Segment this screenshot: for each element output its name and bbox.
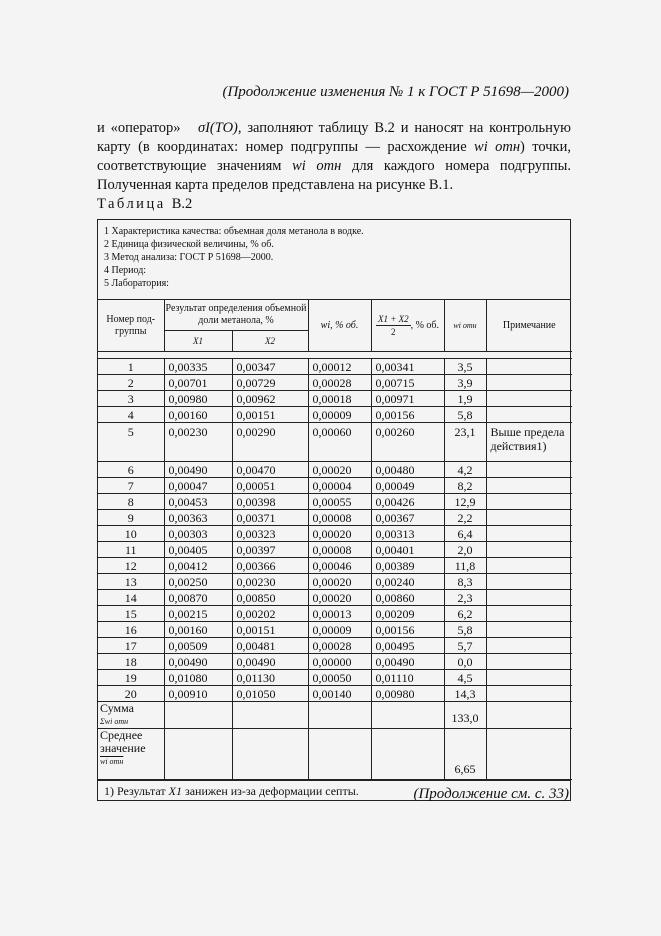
header-spacer-row xyxy=(98,352,572,359)
cell-x1: 0,00335 xyxy=(164,359,232,375)
cell-number: 1 xyxy=(98,359,164,375)
cell-x1: 0,00215 xyxy=(164,606,232,622)
sum-label: Сумма xyxy=(100,701,134,715)
cell-w-otn: 8,2 xyxy=(444,478,486,494)
cell-number: 20 xyxy=(98,686,164,702)
col-header-wi-otn: wi отн xyxy=(444,300,486,352)
cell-number: 13 xyxy=(98,574,164,590)
sum-mean xyxy=(371,702,444,729)
cell-note: Выше предела действия1) xyxy=(486,423,572,462)
cell-x2: 0,00470 xyxy=(232,462,308,478)
cell-number: 4 xyxy=(98,407,164,423)
cell-number: 10 xyxy=(98,526,164,542)
mean-denominator: 2 xyxy=(391,327,396,337)
cell-w: 0,00009 xyxy=(308,407,371,423)
cell-x2: 0,00481 xyxy=(232,638,308,654)
avg-note xyxy=(486,729,572,780)
table-row xyxy=(98,462,572,478)
cell-mean: 0,00401 xyxy=(371,542,444,558)
cell-mean: 0,00715 xyxy=(371,375,444,391)
sigma-symbol: σI(TO) xyxy=(197,120,238,136)
cell-w-otn: 5,7 xyxy=(444,638,486,654)
cell-w: 0,00008 xyxy=(308,510,371,526)
cell-note xyxy=(486,510,572,526)
cell-note xyxy=(486,590,572,606)
cell-mean: 0,00049 xyxy=(371,478,444,494)
sum-x2 xyxy=(232,702,308,729)
col-header-wi: wi, % об. xyxy=(308,300,371,352)
footnote-prefix: 1) Результат xyxy=(104,784,166,798)
cell-number: 12 xyxy=(98,558,164,574)
table-row xyxy=(98,510,572,526)
cell-note xyxy=(486,407,572,423)
cell-note xyxy=(486,654,572,670)
cell-note xyxy=(486,638,572,654)
cell-x2: 0,00323 xyxy=(232,526,308,542)
cell-w-otn: 4,5 xyxy=(444,670,486,686)
col-header-x1: X1 xyxy=(164,331,232,352)
cell-x1: 0,00363 xyxy=(164,510,232,526)
cell-x2: 0,00962 xyxy=(232,391,308,407)
average-label: Среднее значение xyxy=(100,728,146,755)
cell-mean: 0,01110 xyxy=(371,670,444,686)
intro-text-3: ) точки, соответствующие значениям xyxy=(97,139,571,174)
cell-x1: 0,01080 xyxy=(164,670,232,686)
cell-x1: 0,00490 xyxy=(164,462,232,478)
table-row xyxy=(98,526,572,542)
cell-mean: 0,00341 xyxy=(371,359,444,375)
cell-w-otn: 23,1 xyxy=(444,423,486,462)
cell-x1: 0,00453 xyxy=(164,494,232,510)
cell-note xyxy=(486,622,572,638)
footnote-suffix: занижен из-за деформации септы. xyxy=(184,784,359,798)
meta-line-3: 3 Метод анализа: ГОСТ Р 51698—2000. xyxy=(104,252,274,263)
cell-x2: 0,00490 xyxy=(232,654,308,670)
cell-number: 16 xyxy=(98,622,164,638)
data-table-frame xyxy=(97,219,571,801)
cell-note xyxy=(486,574,572,590)
cell-w-otn: 5,8 xyxy=(444,622,486,638)
cell-mean: 0,00209 xyxy=(371,606,444,622)
cell-w-otn: 3,9 xyxy=(444,375,486,391)
cell-number: 18 xyxy=(98,654,164,670)
cell-x2: 0,00051 xyxy=(232,478,308,494)
mean-fraction xyxy=(376,313,411,338)
cell-note xyxy=(486,462,572,478)
table-caption xyxy=(97,196,192,213)
cell-mean: 0,00156 xyxy=(371,622,444,638)
w-otn-symbol-2: wi отн xyxy=(292,158,342,174)
cell-mean: 0,00971 xyxy=(371,391,444,407)
table-row xyxy=(98,494,572,510)
cell-w: 0,00009 xyxy=(308,622,371,638)
col-header-results: Результат определения объемной доли метанола, % xyxy=(164,300,308,331)
cell-number: 8 xyxy=(98,494,164,510)
meta-line-1: 1 Характеристика качества: объемная доля метанола в водке. xyxy=(104,226,364,237)
cell-x1: 0,00701 xyxy=(164,375,232,391)
intro-paragraph xyxy=(97,119,571,195)
cell-mean: 0,00156 xyxy=(371,407,444,423)
table-row xyxy=(98,590,572,606)
table-row xyxy=(98,542,572,558)
cell-w-otn: 1,9 xyxy=(444,391,486,407)
data-table xyxy=(98,300,572,780)
cell-x2: 0,00397 xyxy=(232,542,308,558)
cell-mean: 0,00480 xyxy=(371,462,444,478)
sum-x1 xyxy=(164,702,232,729)
cell-w-otn: 14,3 xyxy=(444,686,486,702)
cell-number: 3 xyxy=(98,391,164,407)
cell-number: 14 xyxy=(98,590,164,606)
cell-mean: 0,00860 xyxy=(371,590,444,606)
table-row xyxy=(98,622,572,638)
cell-w: 0,00055 xyxy=(308,494,371,510)
cell-x2: 0,01050 xyxy=(232,686,308,702)
average-value: 6,65 xyxy=(444,729,486,780)
cell-w: 0,00020 xyxy=(308,462,371,478)
avg-x1 xyxy=(164,729,232,780)
table-row xyxy=(98,606,572,622)
cell-mean: 0,00980 xyxy=(371,686,444,702)
cell-mean: 0,00313 xyxy=(371,526,444,542)
sum-value: 133,0 xyxy=(444,702,486,729)
cell-number: 2 xyxy=(98,375,164,391)
cell-w: 0,00020 xyxy=(308,574,371,590)
intro-text-1: и «оператор» xyxy=(97,120,181,136)
cell-x2: 0,00347 xyxy=(232,359,308,375)
mean-unit: , % об. xyxy=(410,319,439,331)
table-row xyxy=(98,359,572,375)
cell-number: 19 xyxy=(98,670,164,686)
table-row xyxy=(98,375,572,391)
cell-w-otn: 5,8 xyxy=(444,407,486,423)
cell-w: 0,00140 xyxy=(308,686,371,702)
cell-x1: 0,00160 xyxy=(164,407,232,423)
cell-number: 11 xyxy=(98,542,164,558)
cell-x1: 0,00910 xyxy=(164,686,232,702)
continuation-note: (Продолжение см. с. 33) xyxy=(413,786,569,802)
cell-mean: 0,00389 xyxy=(371,558,444,574)
cell-w-otn: 2,2 xyxy=(444,510,486,526)
table-row xyxy=(98,670,572,686)
cell-w: 0,00060 xyxy=(308,423,371,462)
cell-w: 0,00028 xyxy=(308,375,371,391)
cell-x1: 0,00250 xyxy=(164,574,232,590)
cell-x2: 0,00371 xyxy=(232,510,308,526)
cell-note xyxy=(486,359,572,375)
table-row xyxy=(98,574,572,590)
cell-x2: 0,01130 xyxy=(232,670,308,686)
cell-x2: 0,00151 xyxy=(232,407,308,423)
sum-symbol: Σwi отн xyxy=(100,717,129,726)
cell-number: 9 xyxy=(98,510,164,526)
cell-x1: 0,00412 xyxy=(164,558,232,574)
cell-x1: 0,00490 xyxy=(164,654,232,670)
mean-numerator: X1 + X2 xyxy=(378,314,409,324)
cell-w-otn: 8,3 xyxy=(444,574,486,590)
cell-w: 0,00000 xyxy=(308,654,371,670)
cell-x2: 0,00729 xyxy=(232,375,308,391)
meta-line-2: 2 Единица физической величины, % об. xyxy=(104,239,274,250)
table-row xyxy=(98,478,572,494)
table-row xyxy=(98,558,572,574)
w-otn-symbol: wi отн xyxy=(474,139,521,155)
cell-w-otn: 6,4 xyxy=(444,526,486,542)
cell-w-otn: 3,5 xyxy=(444,359,486,375)
cell-w: 0,00018 xyxy=(308,391,371,407)
sum-note xyxy=(486,702,572,729)
table-row xyxy=(98,686,572,702)
cell-mean: 0,00240 xyxy=(371,574,444,590)
cell-number: 7 xyxy=(98,478,164,494)
cell-mean: 0,00490 xyxy=(371,654,444,670)
cell-note xyxy=(486,558,572,574)
cell-number: 15 xyxy=(98,606,164,622)
cell-w-otn: 0,0 xyxy=(444,654,486,670)
cell-w: 0,00050 xyxy=(308,670,371,686)
cell-x1: 0,00047 xyxy=(164,478,232,494)
cell-note xyxy=(486,375,572,391)
cell-w-otn: 4,2 xyxy=(444,462,486,478)
intro-text-2: , заполняют таблицу В.2 и наносят на контрольную карту (в координатах: номер подгруппы — расхождение xyxy=(97,120,571,155)
cell-w: 0,00020 xyxy=(308,590,371,606)
cell-x2: 0,00850 xyxy=(232,590,308,606)
cell-x2: 0,00202 xyxy=(232,606,308,622)
sum-label-cell xyxy=(98,702,164,729)
cell-x1: 0,00230 xyxy=(164,423,232,462)
cell-x2: 0,00398 xyxy=(232,494,308,510)
cell-note xyxy=(486,526,572,542)
table-body xyxy=(98,359,572,702)
cell-mean: 0,00260 xyxy=(371,423,444,462)
cell-note xyxy=(486,686,572,702)
cell-note xyxy=(486,606,572,622)
cell-x2: 0,00366 xyxy=(232,558,308,574)
cell-w: 0,00004 xyxy=(308,478,371,494)
col-header-number: Номер под-группы xyxy=(98,300,164,352)
cell-note xyxy=(486,478,572,494)
cell-mean: 0,00367 xyxy=(371,510,444,526)
cell-x1: 0,00303 xyxy=(164,526,232,542)
cell-x2: 0,00290 xyxy=(232,423,308,462)
cell-mean: 0,00426 xyxy=(371,494,444,510)
avg-x2 xyxy=(232,729,308,780)
meta-line-4: 4 Период: xyxy=(104,265,147,276)
cell-w-otn: 2,0 xyxy=(444,542,486,558)
cell-note xyxy=(486,494,572,510)
col-header-note: Примечание xyxy=(486,300,572,352)
average-symbol: wi отн xyxy=(100,757,124,766)
sum-w xyxy=(308,702,371,729)
cell-w-otn: 12,9 xyxy=(444,494,486,510)
cell-x1: 0,00509 xyxy=(164,638,232,654)
footnote-symbol: X1 xyxy=(168,784,182,798)
cell-w-otn: 11,8 xyxy=(444,558,486,574)
cell-number: 5 xyxy=(98,423,164,462)
avg-w xyxy=(308,729,371,780)
cell-number: 17 xyxy=(98,638,164,654)
cell-x1: 0,00980 xyxy=(164,391,232,407)
cell-x1: 0,00870 xyxy=(164,590,232,606)
intro-text-4: для каждого номера подгруппы. Полученная карта пределов представлена на рисунке В.1. xyxy=(97,158,572,193)
cell-x1: 0,00160 xyxy=(164,622,232,638)
cell-x2: 0,00151 xyxy=(232,622,308,638)
cell-w-otn: 2,3 xyxy=(444,590,486,606)
cell-w: 0,00013 xyxy=(308,606,371,622)
table-meta xyxy=(98,220,570,300)
table-caption-number: В.2 xyxy=(171,196,193,212)
table-row xyxy=(98,407,572,423)
cell-w-otn: 6,2 xyxy=(444,606,486,622)
meta-line-5: 5 Лаборатория: xyxy=(104,278,169,289)
cell-w: 0,00020 xyxy=(308,526,371,542)
table-caption-word: Таблица xyxy=(97,196,166,212)
table-row xyxy=(98,391,572,407)
cell-mean: 0,00495 xyxy=(371,638,444,654)
table-row xyxy=(98,638,572,654)
cell-x2: 0,00230 xyxy=(232,574,308,590)
average-label-cell xyxy=(98,729,164,780)
col-header-mean xyxy=(371,300,444,352)
table-row xyxy=(98,654,572,670)
cell-number: 6 xyxy=(98,462,164,478)
page-header: (Продолжение изменения № 1 к ГОСТ Р 51698—2000) xyxy=(222,84,569,100)
cell-note xyxy=(486,670,572,686)
table-row xyxy=(98,423,572,462)
cell-x1: 0,00405 xyxy=(164,542,232,558)
cell-w: 0,00046 xyxy=(308,558,371,574)
cell-w: 0,00008 xyxy=(308,542,371,558)
col-header-x2: X2 xyxy=(232,331,308,352)
cell-note xyxy=(486,391,572,407)
cell-w: 0,00028 xyxy=(308,638,371,654)
cell-note xyxy=(486,542,572,558)
avg-mean xyxy=(371,729,444,780)
cell-w: 0,00012 xyxy=(308,359,371,375)
